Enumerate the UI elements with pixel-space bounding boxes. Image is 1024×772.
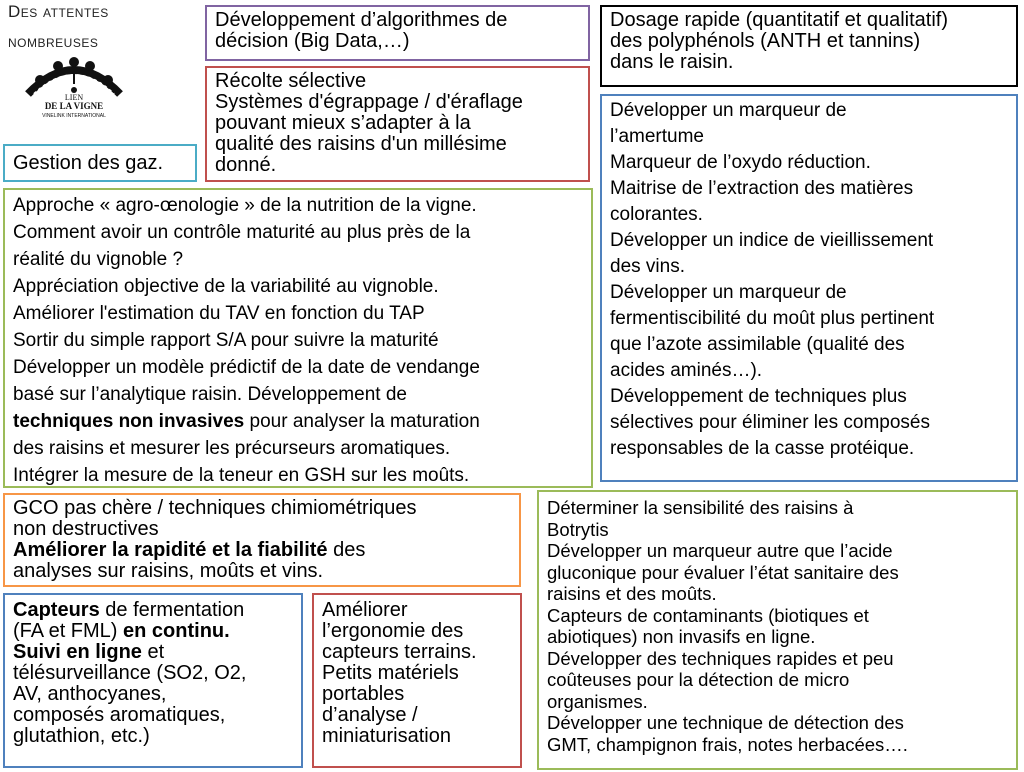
- text-line: que l’azote assimilable (qualité des: [610, 334, 905, 355]
- text-line: acides aminés…).: [610, 360, 763, 381]
- text-line: Récolte sélective: [215, 70, 367, 92]
- text-line: GMT, champignon frais, notes herbacées….: [547, 733, 908, 755]
- text-line: télésurveillance (SO2, O2,: [13, 662, 247, 684]
- text-line: [13, 408, 583, 435]
- text-line: des raisins et mesurer les précurseurs aromatiques.: [13, 438, 451, 459]
- bold-text: techniques non invasives: [13, 411, 245, 432]
- svg-text:DE LA VIGNE: DE LA VIGNE: [44, 101, 104, 111]
- text-line: Maitrise de l’extraction des matières: [610, 178, 914, 199]
- text-fragment: (FA et FML): [13, 620, 124, 642]
- text-line: basé sur l’analytique raisin. Développement de: [13, 384, 407, 405]
- lien-de-la-vigne-logo: [18, 54, 130, 120]
- text-line: Gestion des gaz.: [13, 152, 164, 174]
- text-line: non destructives: [13, 518, 159, 540]
- text-line: Intégrer la mesure de la teneur en GSH sur les moûts.: [13, 465, 470, 486]
- text-line: [13, 621, 293, 642]
- text-line: abiotiques) non invasifs en ligne.: [547, 626, 816, 647]
- svg-text:LIEN: LIEN: [64, 93, 84, 102]
- box-gestion-gaz: [3, 144, 197, 182]
- text-line: Améliorer l'estimation du TAV en fonction du TAP: [13, 303, 425, 324]
- text-line: miniaturisation: [322, 725, 451, 747]
- text-line: coûteuses pour la détection de micro: [547, 669, 850, 690]
- text-line: Développer un indice de vieillissement: [610, 230, 934, 251]
- text-line: Marqueur de l’oxydo réduction.: [610, 152, 871, 173]
- text-line: réalité du vignoble ?: [13, 249, 184, 270]
- text-line: Capteurs de contaminants (biotiques et: [547, 604, 869, 626]
- text-line: fermentiscibilité du moût plus pertinent: [610, 308, 935, 329]
- text-line: capteurs terrains.: [322, 641, 477, 663]
- text-line: Développer un modèle prédictif de la date de vendange: [13, 357, 480, 378]
- box-recolte-selective: [205, 66, 590, 182]
- text-line: Développer un marqueur autre que l’acide: [547, 540, 893, 561]
- text-line: responsables de la casse protéique.: [610, 438, 915, 459]
- text-line: décision (Big Data,…): [215, 30, 410, 52]
- text-line: l’ergonomie des: [322, 620, 464, 642]
- bold-text: en continu.: [123, 620, 230, 642]
- text-line: GCO pas chère / techniques chimiométriques: [13, 497, 417, 519]
- text-line: glutathion, etc.): [13, 725, 150, 747]
- box-algorithmes: [205, 5, 590, 61]
- text-line: composés aromatiques,: [13, 704, 226, 726]
- text-line: donné.: [215, 154, 277, 176]
- box-ergonomie-capteurs: [312, 593, 522, 768]
- page-title-line1: Des attentes: [8, 2, 109, 21]
- text-line: Sortir du simple rapport S/A pour suivre la maturité: [13, 330, 439, 351]
- text-line: des polyphénols (ANTH et tannins): [610, 30, 921, 52]
- text-line: raisins et des moûts.: [547, 583, 717, 604]
- text-line: Petits matériels: [322, 662, 459, 684]
- text-line: AV, anthocyanes,: [13, 683, 167, 705]
- text-line: Développer un marqueur de: [610, 282, 847, 303]
- text-line: Déterminer la sensibilité des raisins à: [547, 497, 854, 518]
- text-line: gluconique pour évaluer l’état sanitaire des: [547, 561, 899, 583]
- text-fragment: de fermentation: [99, 599, 245, 621]
- text-line: Approche « agro-œnologie » de la nutrition de la vigne.: [13, 195, 477, 216]
- page-title-line2: nombreuses: [8, 32, 99, 51]
- text-fragment: et: [141, 641, 165, 663]
- text-fragment: pour analyser la maturation: [244, 411, 480, 432]
- box-marqueurs: [600, 94, 1018, 482]
- text-line: [13, 540, 511, 561]
- text-line: [13, 600, 293, 621]
- bold-text: Améliorer la rapidité et la fiabilité: [13, 539, 328, 561]
- text-line: d’analyse /: [322, 704, 418, 726]
- text-line: Améliorer: [322, 599, 408, 621]
- text-line: Comment avoir un contrôle maturité au plus près de la: [13, 222, 471, 243]
- text-line: Appréciation objective de la variabilité au vignoble.: [13, 276, 439, 297]
- text-line: Développer des techniques rapides et peu: [547, 647, 894, 669]
- text-line: Développer un marqueur de: [610, 100, 847, 121]
- text-line: Botrytis: [547, 518, 609, 540]
- bold-text: Capteurs: [13, 599, 100, 621]
- text-line: qualité des raisins d'un millésime: [215, 133, 507, 155]
- text-fragment: des: [327, 539, 366, 561]
- text-line: colorantes.: [610, 204, 703, 225]
- text-line: portables: [322, 683, 405, 705]
- text-line: Dosage rapide (quantitatif et qualitatif): [610, 9, 948, 31]
- box-botrytis: [537, 490, 1018, 770]
- text-line: dans le raisin.: [610, 51, 734, 73]
- text-line: organismes.: [547, 690, 648, 712]
- text-line: Développement d’algorithmes de: [215, 9, 508, 31]
- header: [4, 2, 144, 120]
- box-gco: [3, 493, 521, 587]
- box-dosage-polyphenols: [600, 5, 1018, 87]
- box-agro-oenologie: [3, 188, 593, 488]
- text-line: sélectives pour éliminer les composés: [610, 412, 930, 433]
- text-line: des vins.: [610, 256, 685, 277]
- box-capteurs-fermentation: [3, 593, 303, 768]
- text-line: [13, 642, 293, 663]
- text-line: Développement de techniques plus: [610, 386, 907, 407]
- text-line: analyses sur raisins, moûts et vins.: [13, 560, 324, 582]
- bold-text: Suivi en ligne: [13, 641, 142, 663]
- text-line: pouvant mieux s’adapter à la: [215, 112, 471, 134]
- text-line: Systèmes d'égrappage / d'éraflage: [215, 91, 523, 113]
- text-line: l’amertume: [610, 126, 704, 147]
- text-line: Développer une technique de détection des: [547, 712, 904, 733]
- svg-text:VINELINK INTERNATIONAL: VINELINK INTERNATIONAL: [42, 113, 106, 119]
